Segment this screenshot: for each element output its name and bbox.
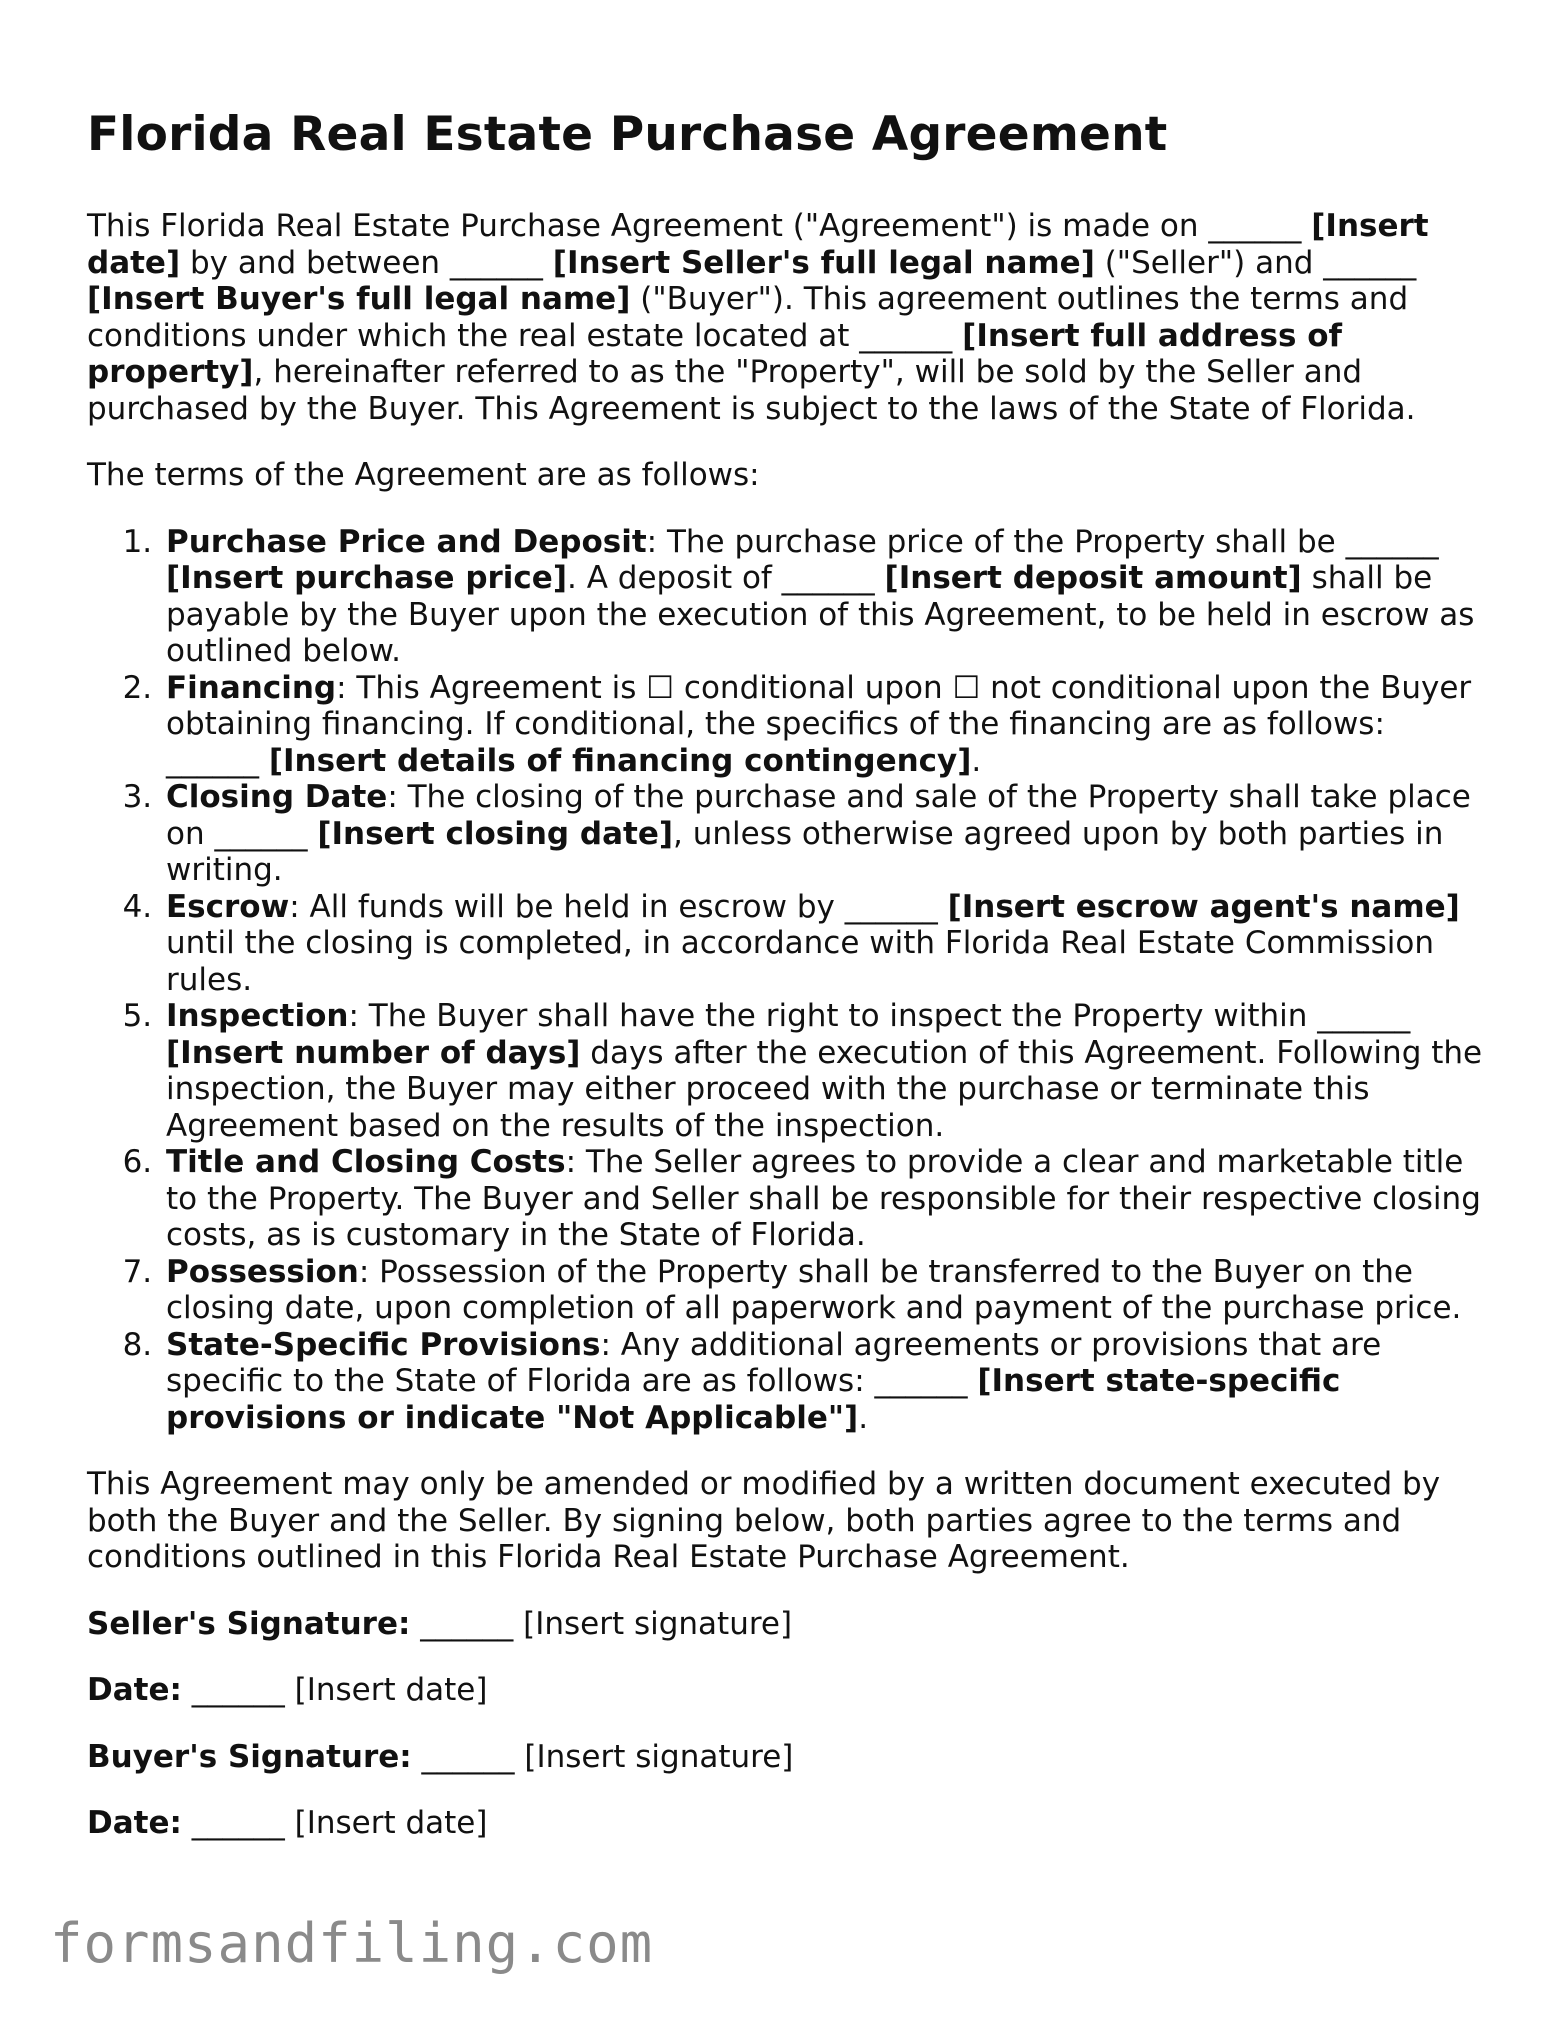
term-text: until the closing is completed, in accordance with Florida Real Estate Commission rules.: [166, 925, 1435, 998]
intro-placeholder-seller: [Insert Seller's full legal name]: [552, 244, 1095, 281]
term-text: : Possession of the Property shall be transferred to the Buyer on the closing date, upon completion of all paperwork and payment of the purchase price.: [166, 1253, 1462, 1327]
signature-value: ______ [Insert signature]: [410, 1605, 793, 1642]
intro-text: , hereinafter referred to as the "Property", will be sold by the Seller and purchased by the Buyer. This Agreement is subject to the laws of the State of Florida.: [87, 354, 1416, 427]
term-text: : This Agreement is ☐ conditional upon ☐ not conditional upon the Buyer obtaining financing. If conditional, the specifics of the financing are as follows: ______: [166, 669, 1472, 779]
document-title: Florida Real Estate Purchase Agreement: [87, 107, 1168, 162]
term-text: : The closing of the purchase and sale of the Property shall take place on ______: [166, 779, 1471, 852]
term-placeholder: [Insert closing date]: [317, 815, 674, 852]
signature-label: Seller's Signature:: [87, 1605, 411, 1642]
signature-label: Date:: [87, 1672, 182, 1709]
term-text: .: [858, 1399, 869, 1436]
term-text: , unless otherwise agreed upon by both parties in writing.: [166, 815, 1444, 889]
term-item-possession: [162, 1254, 1487, 1327]
term-heading: Escrow: [166, 888, 290, 925]
term-placeholder: [Insert details of financing contingency]: [268, 742, 972, 779]
term-heading: Financing: [166, 669, 337, 706]
document-page: [87, 108, 1487, 1872]
term-text: : The purchase price of the Property shall be ______: [646, 523, 1439, 560]
term-text: . A deposit of ______: [567, 560, 885, 597]
term-heading: Possession: [166, 1253, 359, 1290]
terms-intro: The terms of the Agreement are as follows:: [87, 457, 760, 494]
term-heading: Title and Closing Costs: [166, 1144, 566, 1181]
term-text: : All funds will be held in escrow by ______: [289, 888, 948, 925]
term-heading: Purchase Price and Deposit: [166, 523, 647, 560]
signature-value: ______ [Insert signature]: [411, 1738, 794, 1775]
term-item-escrow: [162, 889, 1487, 999]
term-placeholder: [Insert number of days]: [166, 1034, 581, 1071]
term-text: : The Seller agrees to provide a clear and marketable title to the Property. The Buyer and Seller shall be responsible for their respective closing costs, as is customary in the State of Florida.: [166, 1144, 1481, 1254]
buyer-signature-line: [87, 1739, 1487, 1776]
signature-value: ______ [Insert date]: [181, 1805, 488, 1842]
intro-placeholder-address: [Insert full address of property]: [87, 317, 1343, 391]
term-text: .: [971, 742, 982, 779]
term-item-closing-date: [162, 779, 1487, 889]
term-placeholder: [Insert purchase price]: [166, 560, 568, 597]
term-heading: Closing Date: [166, 779, 388, 816]
term-text: days after the execution of this Agreement. Following the inspection, the Buyer may either proceed with the purchase or terminate this Agreement based on the results of the inspection.: [166, 1034, 1483, 1144]
term-text: : The Buyer shall have the right to inspect the Property within ______: [348, 998, 1411, 1035]
watermark: formsandfiling.com: [50, 1912, 654, 1975]
term-item-state-provisions: [162, 1327, 1487, 1437]
intro-text: by and between ______: [180, 244, 553, 281]
signature-value: ______ [Insert date]: [181, 1672, 488, 1709]
signature-label: Buyer's Signature:: [87, 1738, 412, 1775]
term-item-inspection: [162, 998, 1487, 1144]
intro-text: This Florida Real Estate Purchase Agreement ("Agreement") is made on ______: [87, 208, 1312, 245]
term-item-title-closing-costs: [162, 1144, 1487, 1254]
term-text: : Any additional agreements or provisions that are specific to the State of Florida are as follows: ______: [166, 1326, 1382, 1400]
intro-placeholder-buyer: [Insert Buyer's full legal name]: [87, 281, 631, 318]
signature-label: Date:: [87, 1805, 182, 1842]
intro-paragraph: [87, 208, 1487, 427]
intro-placeholder-date: [Insert date]: [87, 208, 1429, 281]
term-text: shall be payable by the Buyer upon the execution of this Agreement, to be held in escrow as outlined below.: [166, 560, 1475, 670]
seller-date-line: [87, 1672, 1487, 1709]
term-placeholder: [Insert state-specific provisions or indicate "Not Applicable"]: [166, 1363, 1341, 1436]
intro-text: ("Seller") and ______: [1094, 244, 1417, 281]
term-heading: Inspection: [166, 998, 349, 1035]
term-placeholder: [Insert escrow agent's name]: [947, 888, 1460, 925]
intro-text: ("Buyer"). This agreement outlines the terms and conditions under which the real estate located at ______: [87, 281, 1409, 354]
term-item-purchase-price: [162, 524, 1487, 670]
terms-list: [87, 524, 1487, 1437]
seller-signature-line: [87, 1606, 1487, 1643]
term-heading: State-Specific Provisions: [166, 1326, 601, 1363]
term-item-financing: [162, 670, 1487, 780]
buyer-date-line: [87, 1805, 1487, 1842]
term-placeholder: [Insert deposit amount]: [884, 560, 1302, 597]
closing-paragraph: This Agreement may only be amended or modified by a written document executed by both the Buyer and the Seller. By signing below, both parties agree to the terms and conditions outlined in this Florida Real Estate Purchase Agreement.: [87, 1466, 1441, 1576]
